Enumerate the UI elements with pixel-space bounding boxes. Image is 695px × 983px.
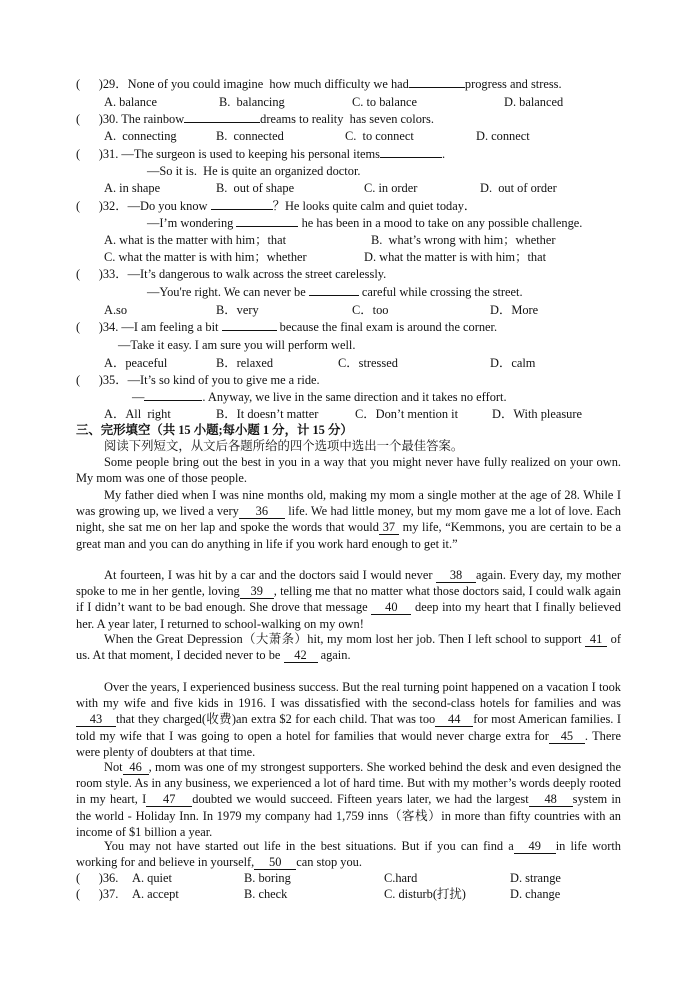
q32-option-d[interactable]: D. what the matter is with him；that (364, 250, 547, 264)
blank-40[interactable]: 40 (371, 601, 411, 615)
q37-option-b[interactable]: B. check (244, 887, 288, 901)
q30-option-c[interactable]: C. to connect (345, 129, 414, 143)
q35-reply: — . Anyway, we live in the same direction and it takes no effort. (132, 390, 507, 404)
blank-34[interactable] (222, 330, 277, 331)
question-35: ( )35．—It’s so kind of you to give me a ride. (76, 373, 320, 387)
blank-49[interactable]: 49 (514, 840, 556, 854)
q30-option-a[interactable]: A. connecting (104, 129, 177, 143)
q31-option-d[interactable]: D. out of order (480, 181, 557, 195)
passage-paragraph-4: When the Great Depression（大萧条）hit, my mom lost her job. Then I left school to support 41 of us. At that moment, I decided never to be 42 again. (76, 632, 621, 663)
blank-31[interactable] (380, 157, 442, 158)
question-33: ( )33．—It’s dangerous to walk across the street carelessly. (76, 267, 387, 281)
q31-option-a[interactable]: A. in shape (104, 181, 161, 195)
q29-option-b[interactable]: B. balancing (219, 95, 285, 109)
q37-option-c[interactable]: C. disturb(打扰) (384, 887, 466, 901)
q35-option-c[interactable]: C．Don’t mention it (355, 407, 459, 421)
q33-reply: —You're right. We can never be careful while crossing the street. (147, 285, 523, 299)
blank-39[interactable]: 39 (240, 585, 274, 599)
q34-option-d[interactable]: D．calm (490, 356, 536, 370)
q35-option-b[interactable]: B．It doesn’t matter (216, 407, 319, 421)
q34-option-c[interactable]: C．stressed (338, 356, 398, 370)
q32-option-a[interactable]: A. what is the matter with him；that (104, 233, 287, 247)
q35-option-a[interactable]: A．All right (104, 407, 171, 421)
q32-option-b[interactable]: B. what’s wrong with him；whether (371, 233, 556, 247)
blank-33[interactable] (309, 295, 359, 296)
question-30: ( )30. The rainbow dreams to reality has seven colors. (76, 112, 434, 126)
blank-41[interactable]: 41 (585, 633, 607, 647)
q35-option-d[interactable]: D．With pleasure (492, 407, 582, 421)
question-37: ( )37. (76, 887, 122, 901)
blank-42[interactable]: 42 (284, 649, 318, 663)
passage-paragraph-6: Not 46 , mom was one of my strongest supporters. She worked behind the desk and even designed the room style. As in any business, we experienced a lot of hard time. But with my mother’s words deeply rooted in my heart, I 47 doubted we would succeed. Fifteen years later, we had the largest 48 system in the world - Holiday Inn. In 1979 my company had 1,759 inns（客栈）in more than fifty countries with an income of $1 billion a year. (76, 760, 621, 839)
q29-option-a[interactable]: A. balance (104, 95, 157, 109)
blank-36[interactable]: 36 (239, 505, 285, 519)
question-31: ( )31. —The surgeon is used to keeping his personal items . (76, 147, 446, 161)
blank-30[interactable] (184, 122, 260, 123)
q31-reply: —So it is. He is quite an organized doctor. (147, 164, 361, 178)
q33-option-b[interactable]: B．very (216, 303, 259, 317)
q30-option-b[interactable]: B. connected (216, 129, 284, 143)
q31-option-c[interactable]: C. in order (364, 181, 418, 195)
passage-paragraph-7: You may not have started out life in the best situations. But if you can find a 49 in life worth working for and believe in yourself, 50 can stop you. (76, 839, 621, 870)
q34-option-b[interactable]: B．relaxed (216, 356, 274, 370)
q32-reply: —I’m wondering he has been in a mood to take on any possible challenge. (147, 216, 583, 230)
q37-option-d[interactable]: D. change (510, 887, 561, 901)
blank-35[interactable] (144, 400, 202, 401)
blank-32a[interactable] (211, 209, 273, 210)
q36-option-a[interactable]: A. quiet (132, 871, 172, 885)
q36-option-b[interactable]: B. boring (244, 871, 291, 885)
q37-option-a[interactable]: A. accept (132, 887, 179, 901)
blank-45[interactable]: 45 (549, 730, 585, 744)
question-34: ( )34. —I am feeling a bit because the final exam is around the corner. (76, 320, 498, 334)
question-29: ( )29．None of you could imagine how much difficulty we had progress and stress. (76, 77, 562, 91)
passage-paragraph-5: Over the years, I experienced business success. But the real turning point happened on a vacation I took with my wife and five kids in 1916. I was dissatisfied with the second-class hotels for families and was43 that they charged(收费)an extra $2 for each child. That was too 44 for most American families. I told my wife that I was going to open a hotel for families that would never charge extra for 45 . There were plenty of doubters at that time. (76, 680, 621, 759)
q36-option-d[interactable]: D. strange (510, 871, 561, 885)
section-3-instruction: 阅读下列短文，从文后各题所给的四个选项中选出一个最佳答案。 (104, 439, 464, 453)
passage-paragraph-1: Some people bring out the best in you in a way that you might never have fully realized on your own. My mom was one of those people. (76, 455, 621, 486)
q34-option-a[interactable]: A．peaceful (104, 356, 168, 370)
blank-38[interactable]: 38 (436, 569, 476, 583)
blank-44[interactable]: 44 (435, 713, 473, 727)
blank-43[interactable]: 43 (76, 713, 116, 727)
q33-option-a[interactable]: A.so (104, 303, 128, 317)
q29-option-c[interactable]: C. to balance (352, 95, 418, 109)
blank-37[interactable]: 37 (379, 521, 399, 535)
q34-reply: —Take it easy. I am sure you will perform well. (118, 338, 356, 352)
q30-option-d[interactable]: D. connect (476, 129, 530, 143)
question-36: ( )36. (76, 871, 122, 885)
q33-option-c[interactable]: C．too (352, 303, 389, 317)
passage-paragraph-3: At fourteen, I was hit by a car and the doctors said I would never 38 again. Every day, my mother spoke to me in her gentle, loving 39 , telling me that no matter what those doctors said, I could walk again if I didn’t want to be bad enough. She drove that message 40 deep into my heart that I finally believed her. A year later, I returned to school-walking on my own! (76, 568, 621, 631)
blank-50[interactable]: 50 (254, 856, 296, 870)
q31-option-b[interactable]: B. out of shape (216, 181, 295, 195)
q36-option-c[interactable]: C.hard (384, 871, 418, 885)
q29-option-d[interactable]: D. balanced (504, 95, 564, 109)
blank-32b[interactable] (236, 226, 298, 227)
blank-48[interactable]: 48 (529, 793, 573, 807)
question-32: ( )32．—Do you know ？He looks quite calm and quiet today． (76, 199, 477, 213)
q32-option-c[interactable]: C. what the matter is with him；whether (104, 250, 307, 264)
blank-47[interactable]: 47 (146, 793, 192, 807)
blank-29[interactable] (409, 87, 465, 88)
blank-46[interactable]: 46 (123, 761, 149, 775)
section-3-title: 三、完形填空（共 15 小题;每小题 1 分，计 15 分） (76, 423, 353, 437)
passage-paragraph-2: My father died when I was nine months old, making my mom a single mother at the age of 28. While I was growing up, we lived a very 36 life. We had little money, but my mom gave me a lot of love. Each night, she sat me on her lap and spoke the words that would 37 my life, “Kemmons, you are certain to be a great man and you can do anything in life if you work hard enough to get it.” (76, 488, 621, 551)
q33-option-d[interactable]: D．More (490, 303, 539, 317)
